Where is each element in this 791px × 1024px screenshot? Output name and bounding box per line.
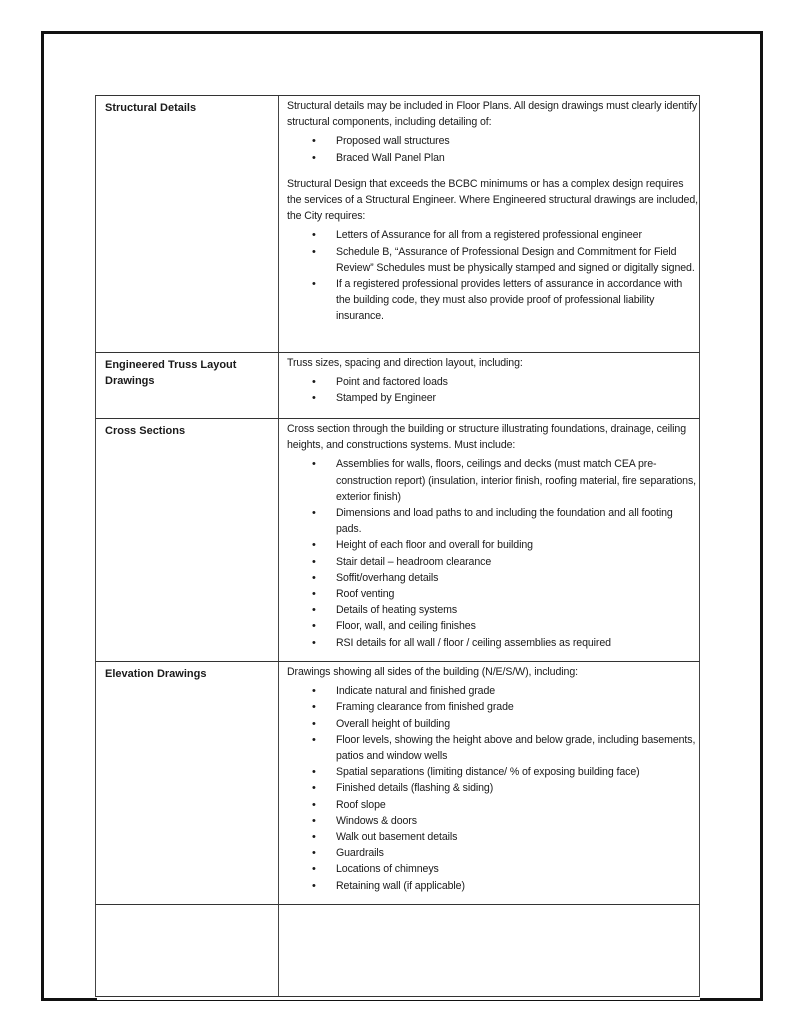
bullet-icon: •	[312, 151, 316, 164]
list-item-text: Dimensions and load paths to and including the foundation and all footing pads.	[336, 507, 673, 536]
list-item	[287, 150, 699, 166]
bullet-icon: •	[312, 571, 316, 584]
bullet-icon: •	[312, 831, 316, 844]
list-item-text: Stamped by Engineer	[336, 392, 436, 405]
list-item	[287, 732, 699, 764]
bullet-icon: •	[312, 588, 316, 601]
bullet-icon: •	[312, 798, 316, 811]
list-item	[287, 829, 699, 845]
list-item-text: Height of each floor and overall for building	[336, 539, 533, 552]
requirements-table	[95, 95, 700, 997]
row-label	[96, 905, 279, 996]
list-item	[287, 390, 699, 406]
table-row-cross-sections	[95, 418, 700, 662]
list-item	[287, 878, 699, 894]
list-item-text: If a registered professional provides letters of assurance in accordance with the building code, they must also provide proof of professional liability insurance.	[336, 278, 683, 323]
list-item-text: Point and factored loads	[336, 376, 448, 389]
list-item	[287, 133, 699, 149]
bullet-icon: •	[312, 604, 316, 617]
bullet-list	[287, 227, 699, 324]
list-item	[287, 699, 699, 715]
bullet-list	[287, 133, 699, 165]
list-item	[287, 683, 699, 699]
row-content	[279, 419, 699, 662]
list-item	[287, 570, 699, 586]
bullet-icon: •	[312, 814, 316, 827]
bullet-icon: •	[312, 717, 316, 730]
bullet-icon: •	[312, 392, 316, 405]
bullet-icon: •	[312, 620, 316, 633]
bullet-list	[287, 374, 699, 406]
list-item-text: Retaining wall (if applicable)	[336, 879, 465, 892]
list-item	[287, 618, 699, 634]
paragraph-text: Cross section through the building or structure illustrating foundations, drainage, ceiling heights, and constructions systems. Must include:	[287, 423, 686, 452]
list-item	[287, 227, 699, 243]
list-item	[287, 635, 699, 651]
bullet-icon: •	[312, 376, 316, 389]
list-item	[287, 716, 699, 732]
list-item-text: Floor, wall, and ceiling finishes	[336, 620, 476, 633]
list-item	[287, 764, 699, 780]
list-item	[287, 797, 699, 813]
list-item-text: Indicate natural and finished grade	[336, 685, 496, 698]
bullet-icon: •	[312, 766, 316, 779]
list-item	[287, 861, 699, 877]
row-content	[279, 96, 699, 353]
bullet-list	[287, 456, 699, 650]
table-row-empty	[95, 904, 700, 997]
row-content	[279, 905, 699, 996]
row-label: Cross Sections	[96, 419, 279, 662]
bullet-icon: •	[312, 229, 316, 242]
list-item-text: RSI details for all wall / floor / ceiling assemblies as required	[336, 636, 611, 649]
bullet-icon: •	[312, 278, 316, 291]
list-item	[287, 845, 699, 861]
list-item-text: Finished details (flashing & siding)	[336, 782, 494, 795]
list-item-text: Spatial separations (limiting distance/ % of exposing building face)	[336, 766, 640, 779]
bullet-icon: •	[312, 685, 316, 698]
list-item-text: Schedule B, “Assurance of Professional Design and Commitment for Field Review” Schedules must be physically stamped and signed or digitally signed.	[336, 245, 695, 274]
bullet-icon: •	[312, 863, 316, 876]
list-item	[287, 602, 699, 618]
bullet-icon: •	[312, 847, 316, 860]
list-item	[287, 276, 699, 325]
list-item-text: Roof slope	[336, 798, 386, 811]
list-item	[287, 813, 699, 829]
bullet-icon: •	[312, 879, 316, 892]
list-item-text: Floor levels, showing the height above and below grade, including basements, patios and window wells	[336, 733, 696, 763]
bullet-icon: •	[312, 555, 316, 568]
list-item	[287, 586, 699, 602]
bullet-icon: •	[312, 539, 316, 552]
list-item-text: Braced Wall Panel Plan	[336, 151, 445, 164]
list-item-text: Proposed wall structures	[336, 135, 450, 148]
list-item-text: Roof venting	[336, 588, 395, 601]
list-item-text: Framing clearance from finished grade	[336, 701, 514, 714]
bullet-icon: •	[312, 636, 316, 649]
list-item-text: Windows & doors	[336, 814, 417, 827]
list-item-text: Details of heating systems	[336, 604, 458, 617]
row-content	[279, 662, 699, 905]
list-item-text: Soffit/overhang details	[336, 571, 439, 584]
bullet-icon: •	[312, 733, 316, 746]
bullet-icon: •	[312, 458, 316, 471]
bullet-list	[287, 683, 699, 894]
list-item-text: Letters of Assurance for all from a registered professional engineer	[336, 229, 642, 242]
paragraph-text: Structural details may be included in Floor Plans. All design drawings must clearly identify structural components, including detailing of:	[287, 100, 698, 129]
table-row-elevation-drawings	[95, 661, 700, 905]
table-row-structural-details	[95, 95, 700, 353]
row-label: Engineered Truss Layout Drawings	[96, 353, 279, 419]
list-item	[287, 537, 699, 553]
row-label: Structural Details	[96, 96, 279, 353]
list-item	[287, 244, 699, 276]
paragraph-text: Truss sizes, spacing and direction layout, including:	[287, 357, 523, 369]
list-item	[287, 456, 699, 505]
list-item	[287, 374, 699, 390]
bullet-icon: •	[312, 507, 316, 520]
paragraph-text: Drawings showing all sides of the building (N/E/S/W), including:	[287, 666, 578, 678]
list-item-text: Stair detail – headroom clearance	[336, 555, 492, 568]
list-item-text: Locations of chimneys	[336, 863, 439, 876]
list-item	[287, 505, 699, 537]
bullet-icon: •	[312, 245, 316, 258]
paragraph-text: Structural Design that exceeds the BCBC minimums or has a complex design requires the services of a Structural Engineer. Where Engineered structural drawings are included, the City requires:	[287, 177, 698, 223]
row-label: Elevation Drawings	[96, 662, 279, 905]
bullet-icon: •	[312, 701, 316, 714]
bullet-icon: •	[312, 782, 316, 795]
list-item-text: Assemblies for walls, floors, ceilings and decks (must match CEA pre-construction report) (insulation, interior finish, roofing material, fire separations, exterior finish)	[336, 458, 696, 503]
bullet-icon: •	[312, 135, 316, 148]
list-item-text: Guardrails	[336, 847, 384, 860]
list-item-text: Walk out basement details	[336, 831, 458, 844]
list-item	[287, 780, 699, 796]
list-item-text: Overall height of building	[336, 717, 451, 730]
list-item	[287, 554, 699, 570]
table-row-engineered-truss	[95, 352, 700, 419]
row-content	[279, 353, 699, 419]
